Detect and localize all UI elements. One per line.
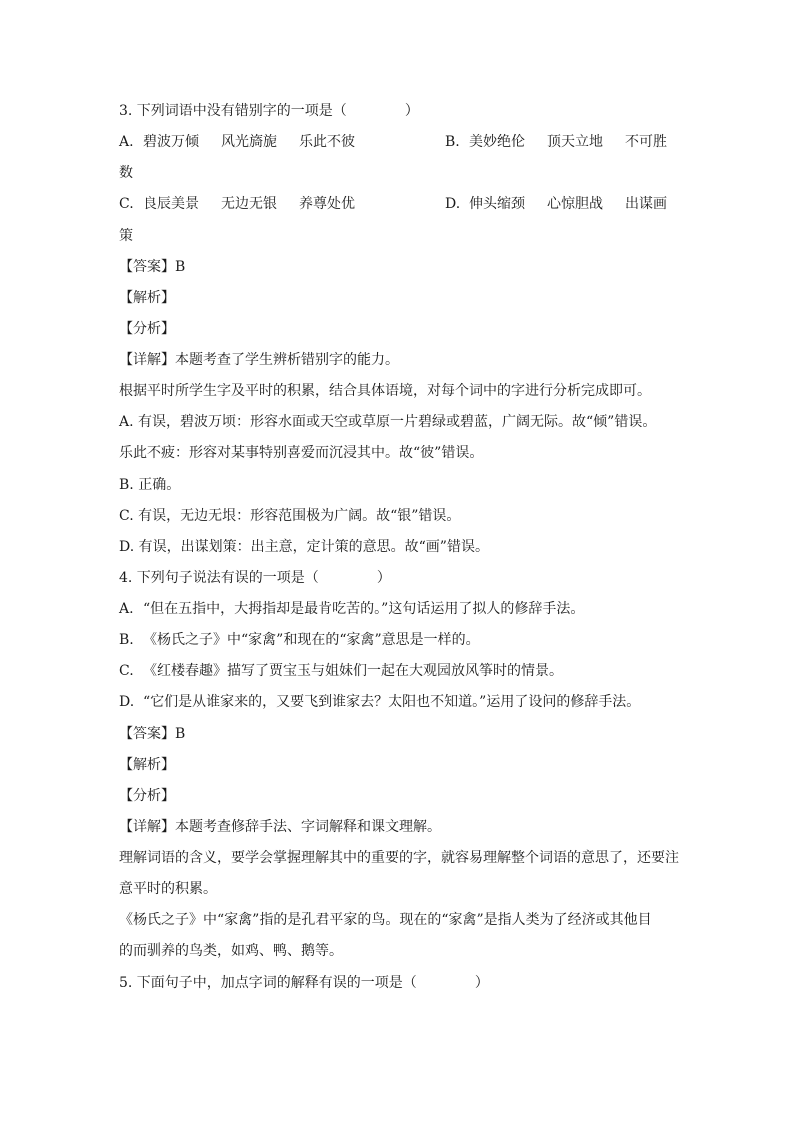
q4-option-d <box>119 687 679 718</box>
question-5-title <box>119 968 679 999</box>
option-word: 风光旖旎 <box>221 134 277 151</box>
q4-detail: 【详解】本题考查修辞手法、字词解释和课文理解。 <box>119 818 441 835</box>
q4-explanation-line: 的而驯养的鸟类，如鸡、鸭、鹅等。 <box>119 943 343 960</box>
option-word: 碧波万倾 <box>143 134 199 151</box>
q3-jiexi-heading: 【解析】 <box>119 289 175 306</box>
q4-explanation-line: 《杨氏之子》中“家禽”指的是孔君平家的鸟。现在的“家禽”是指人类为了经济或其他目 <box>119 912 652 929</box>
option-word: 良辰美景 <box>143 196 199 213</box>
option-text: “但在五指中，大拇指却是最肯吃苦的。”这句话运用了拟人的修辞手法。 <box>143 601 585 617</box>
q3-options-row-1 <box>119 127 679 158</box>
paren-close: ） <box>376 569 391 586</box>
paren-close: ） <box>474 974 489 991</box>
option-b-wrap: 数 <box>119 165 133 182</box>
q4-option-a <box>119 594 679 625</box>
question-text: 5. 下面句子中，加点字词的解释有误的一项是（ <box>119 974 417 991</box>
option-b <box>445 127 667 158</box>
option-word: 出谋画 <box>625 196 667 213</box>
q3-explanation-line: C. 有误，无边无垠：形容范围极为广阔。故“银”错误。 <box>119 507 461 524</box>
q3-answer: 【答案】B <box>119 258 186 275</box>
q4-explanation-line: 理解词语的含义，要学会掌握理解其中的重要的字，就容易理解整个词语的意思了，还要注 <box>119 850 679 866</box>
option-d <box>445 189 667 220</box>
q3-explanation-line: B. 正确。 <box>119 476 181 493</box>
q4-jiexi-heading: 【解析】 <box>119 756 175 773</box>
option-word: 乐此不彼 <box>299 134 355 151</box>
option-word: 伸头缩颈 <box>469 196 525 213</box>
option-word: 心惊胆战 <box>547 196 603 213</box>
document-page <box>119 96 679 999</box>
option-label: C. <box>119 663 134 680</box>
option-text: “它们是从谁家来的，又要飞到谁家去？太阳也不知道。”运用了设问的修辞手法。 <box>143 694 641 711</box>
option-label: B. <box>445 134 460 151</box>
option-text: 《红楼春趣》描写了贾宝玉与姐妹们一起在大观园放风筝时的情景。 <box>143 663 563 680</box>
q4-option-b <box>119 625 679 656</box>
option-c <box>119 196 355 212</box>
question-text: 3. 下列词语中没有错别字的一项是（ <box>119 103 347 119</box>
option-label: D. <box>445 196 461 213</box>
question-text: 4. 下列句子说法有误的一项是（ <box>119 569 319 586</box>
q4-explanation-line: 意平时的积累。 <box>119 881 217 898</box>
option-word: 养尊处优 <box>299 196 355 213</box>
option-label: A. <box>119 601 134 617</box>
q3-explanation-line: 根据平时所学生字及平时的积累，结合具体语境，对每个词中的字进行分析完成即可。 <box>119 383 651 400</box>
question-3-title <box>119 96 679 127</box>
q3-explanation-line: D. 有误，出谋划策：出主意，定计策的意思。故“画”错误。 <box>119 538 489 555</box>
option-label: B. <box>119 632 134 649</box>
option-text: 《杨氏之子》中“家禽”和现在的“家禽”意思是一样的。 <box>143 632 480 649</box>
q3-detail: 【详解】本题考查了学生辨析错别字的能力。 <box>119 352 399 368</box>
question-4-title <box>119 563 679 594</box>
option-word: 美妙绝伦 <box>469 134 525 151</box>
q3-options-row-2 <box>119 189 679 220</box>
option-d-wrap: 策 <box>119 227 133 244</box>
q4-fenxi-heading: 【分析】 <box>119 787 175 804</box>
option-label: D. <box>119 694 135 711</box>
q3-explanation-line: A. 有误，碧波万顷：形容水面或天空或草原一片碧绿或碧蓝，广阔无际。故“倾”错误。 <box>119 414 657 431</box>
option-label: C. <box>119 196 134 213</box>
q3-fenxi-heading: 【分析】 <box>119 320 175 337</box>
q4-answer: 【答案】B <box>119 725 186 742</box>
q3-explanation-line: 乐此不疲：形容对某事特别喜爱而沉浸其中。故“彼”错误。 <box>119 445 484 462</box>
paren-close: ） <box>404 103 419 119</box>
option-word: 不可胜 <box>625 134 667 151</box>
option-label: A. <box>119 134 134 151</box>
option-word: 顶天立地 <box>547 134 603 151</box>
option-a <box>119 134 355 150</box>
option-word: 无边无银 <box>221 196 277 213</box>
q4-option-c <box>119 656 679 687</box>
